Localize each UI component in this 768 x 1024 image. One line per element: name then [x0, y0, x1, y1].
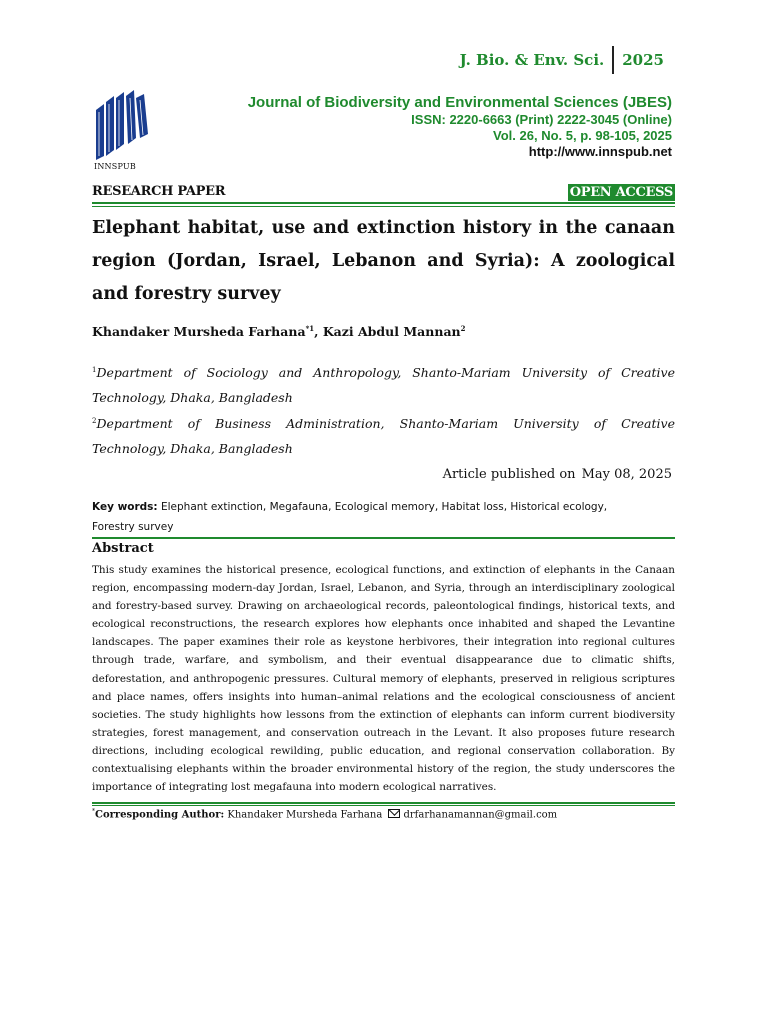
published-label: Article published on [442, 467, 576, 482]
affiliation [92, 358, 675, 410]
author-superscript: 2 [460, 324, 466, 333]
publication-date [443, 467, 672, 482]
journal-short-name: J. Bio. & Env. Sci. [459, 51, 605, 69]
author-separator: , [314, 324, 323, 340]
author-list [92, 324, 466, 339]
corresponding-label: Corresponding Author: [95, 809, 225, 821]
author-superscript: *1 [305, 324, 315, 333]
affiliation-superscript: 2 [92, 417, 97, 425]
affiliation-superscript: 1 [92, 366, 97, 374]
journal-issn: ISSN: 2220-6663 (Print) 2222-3045 (Online) [411, 112, 672, 127]
affiliation-text: Department of Business Administration, Shanto-Mariam University of Creative Technology, Dhaka, Bangladesh [92, 416, 675, 457]
journal-volume: Vol. 26, No. 5, p. 98-105, 2025 [493, 128, 672, 143]
running-header [460, 46, 664, 74]
abstract-text: This study examines the historical presence, ecological functions, and extinction of elephants in the Canaan region, encompassing modern-day Jordan, Israel, Lebanon, and Syria, through an interdisciplinary zoological and forestry-based survey. Drawing on archaeological records, paleontological findings, historical texts, and ecological reconstructions, the research explores how elephants once inhabited and shaped the Levantine landscapes. The paper examines their role as keystone herbivores, their integration into regional cultures through trade, warfare, and symbolism, and their eventual disappearance due to climatic shifts, deforestation, and anthropogenic pressures. Cultural memory of elephants, preserved in religious scriptures and place names, offers insights into human–animal relations and the ecological consciousness of ancient societies. The study highlights how lessons from the extinction of elephants can inform current biodiversity strategies, forest management, and conservation outreach in the Levant. It also proposes future research directions, including ecological rewilding, public education, and regional conservation collaboration. By contextualising elephants within the broader environmental history of the region, the study underscores the importance of integrating lost megafauna into modern ecological narratives. [92, 564, 675, 794]
journal-year: 2025 [622, 51, 664, 69]
keywords-label: Key words: [92, 501, 158, 513]
corresponding-superscript: * [92, 808, 95, 815]
logo-text: INNSPUB [94, 162, 136, 171]
books-logo-icon [92, 90, 154, 160]
corresponding-name: Khandaker Mursheda Farhana [227, 809, 383, 821]
abstract-heading: Abstract [92, 541, 154, 556]
author-name: Khandaker Mursheda Farhana [92, 324, 306, 340]
corresponding-email-link[interactable]: drfarhanamannan@gmail.com [403, 809, 558, 821]
research-paper-label: RESEARCH PAPER [92, 184, 226, 199]
author-name: Kazi Abdul Mannan [322, 324, 461, 340]
mail-icon [388, 809, 400, 818]
journal-url-link[interactable]: http://www.innspub.net [528, 144, 672, 159]
header-rule [92, 202, 675, 207]
journal-info [248, 94, 672, 160]
affiliation-text: Department of Sociology and Anthropology, Shanto-Mariam University of Creative Technology, Dhaka, Bangladesh [92, 365, 675, 406]
keywords-text: Elephant extinction, Megafauna, Ecological memory, Habitat loss, Historical ecology, Forestry survey [92, 501, 608, 533]
corresponding-author [92, 808, 557, 820]
open-access-badge: OPEN ACCESS [569, 185, 673, 200]
article-title: Elephant habitat, use and extinction history in the canaan region (Jordan, Israel, Lebanon and Syria): A zoological and forestry survey [92, 218, 675, 304]
article-type-bar [92, 184, 675, 202]
abstract-rule [92, 802, 675, 806]
keywords-rule [92, 537, 675, 539]
affiliation [92, 409, 675, 461]
published-date: May 08, 2025 [581, 467, 672, 482]
journal-title: Journal of Biodiversity and Environmental Sciences (JBES) [247, 94, 672, 111]
innspub-logo [92, 90, 154, 174]
keywords [92, 497, 632, 537]
